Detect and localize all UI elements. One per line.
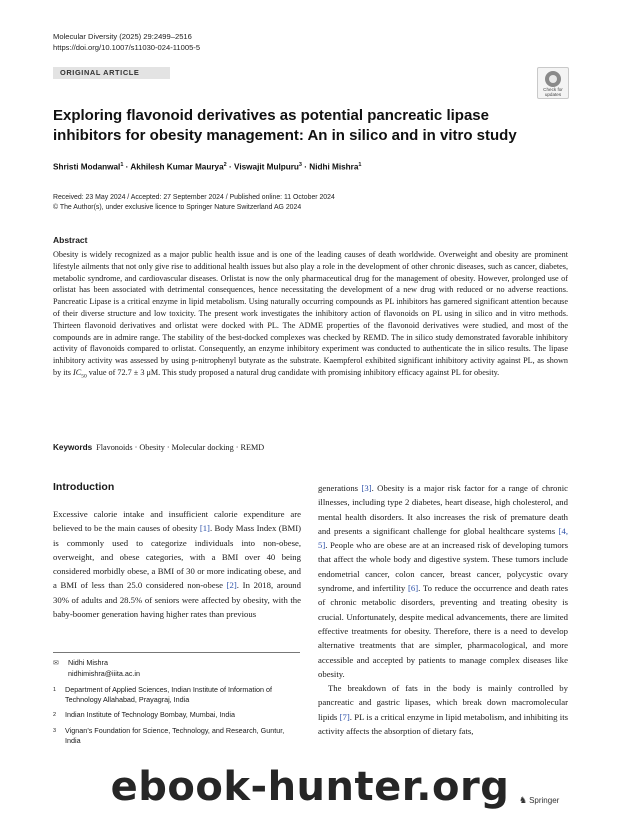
intro-text: Excessive calorie intake and insufficient calorie expenditure are believed to be the main causes of obesity [53,509,301,534]
check-updates-line2: updates [544,92,562,97]
author-name[interactable]: Shristi Modanwal [53,162,121,172]
citation-link[interactable]: [4, 5] [318,525,568,551]
affiliation-text: Department of Applied Sciences, Indian Institute of Information of Technology Allahabad, Prayagraj, India [65,685,272,704]
intro-paragraph [318,481,568,681]
affiliation-1 [53,685,300,705]
citation-link[interactable]: [1] [199,523,210,534]
author-affiliation-mark: 1 [358,162,362,168]
affiliation-text: Vignan’s Foundation for Science, Technology, and Research, Guntur, India [65,726,285,745]
author-affiliation-mark: 2 [223,162,227,168]
abstract-body: Obesity is widely recognized as a major public health issue and is one of the leading causes of death worldwide. Overweight and obesity are prominent lifestyle ailments that not only give rise to additional health issues but also play a role in the development of other chronic diseases, such as cancer, diabetes, metabolic syndrome, and cardiovascular diseases. Orlistat is now the only pharmaceutical drug for the management of obesity. However, prolonged use of orlistat has been associated with detrimental consequences, hence necessitating the development of a new drug with reduced or no adverse reactions. Pancreatic Lipase is a critical enzyme in lipid metabolism. Using naturally occurring compounds as PL inhibitors has garnered significant attention because of their diverse structure and low toxicity. The present work investigates the inhibitory action of flavonoids on PL using in silico and in vitro methods. Thirteen flavonoid derivatives and orlistat were docked with PL. The ADME properties of the flavonoid derivatives were studied, and most of the compounds are in admire range. The stability of the best-docked complexes was checked by REMD. The in silico study demonstrated favorable inhibitory activity of flavonoids compared to orlistat. Consequently, an enzyme inhibitory experiment was conducted to authenticate the in silico results. The lipase inhibitory activity was assessed by using p-nitrophenyl butyrate as the substrate. Kaempferol exhibited significant inhibitory activity against PL, as shown by its [53,250,568,377]
intro-text: . PL is a critical enzyme in lipid metabolism, and inhibiting its activity affects the absorption of dietary fats, [318,711,569,737]
abstract-text [53,249,568,383]
received-dates: Received: 23 May 2024 / Accepted: 27 September 2024 / Published online: 11 October 2024 [53,194,335,201]
intro-paragraph [318,681,568,738]
affiliation-text: Indian Institute of Technology Bombay, Mumbai, India [65,710,235,719]
citation-link[interactable]: [7] [339,711,350,722]
intro-column-left [53,507,301,621]
journal-doi[interactable]: https://doi.org/10.1007/s11030-024-11005-5 [53,42,201,52]
intro-column-right [318,481,568,738]
intro-text: . In 2018, around 30% of adults and 28.5% of seniors were affected by obesity, with the baby-boomer generation having higher rates than previous [53,580,301,620]
check-for-updates-badge[interactable] [537,67,569,99]
intro-text: . Body Mass Index (BMI) is commonly used to categorize individuals into non-obese, overweight, and obese categories, with a BMI over 40 being considered morbidly obese, a BMI of 30 or more indicating obese, and a BMI of less than 25.0 considered non-obese [53,523,301,591]
springer-horse-icon: ♞ [519,795,528,805]
ic-label: IC [73,367,82,377]
citation-link[interactable]: [3] [361,483,372,493]
journal-header [53,32,200,53]
publisher-name: Springer [529,796,560,805]
footnote-divider [53,652,300,653]
author-list: Shristi Modanwal$^1$ · Akhilesh Kumar Maurya$^2$ · Viswajit Mulpuru$^3$ · Nidhi Mishra$^1$ [53,162,362,172]
author-affiliation-mark: 3 [298,162,302,168]
author-name[interactable]: Akhilesh Kumar Maurya [130,162,224,172]
keywords [53,443,568,452]
correspondence-name: Nidhi Mishra [68,658,108,667]
author-name[interactable]: Viswajit Mulpuru [234,162,299,172]
check-updates-icon [545,71,561,87]
intro-text: . Obesity is a major risk factor for a range of chronic illnesses, including type 2 diabetes, heart disease, high cholesterol, and mental health disorders. It also increases the risk of premature death and presents a significant challenge for global healthcare systems [318,483,568,536]
journal-citation: Molecular Diversity (2025) 29:2499–2516 [53,32,192,41]
publication-dates [53,193,573,213]
watermark: ebook-hunter.org [110,764,510,810]
affiliation-number: 3 [53,728,57,734]
keywords-label: Keywords [53,443,93,452]
envelope-icon: ✉ [53,660,59,667]
affiliation-2 [53,710,300,720]
copyright-line: © The Author(s), under exclusive licence to Springer Nature Switzerland AG 2024 [53,204,302,211]
intro-text: generations [318,483,362,493]
correspondence-email[interactable]: nidhimishra@iiita.ac.in [68,669,141,678]
intro-text: . To reduce the occurrence and death rates of chronic metabolic disorders, preventing and treating obesity is crucial. Unfortunately, despite medical advancements, there are limited effective treatments for obesity. Therefore, there is a need to develop alternative treatments that are simpler, pharmacological, and more accessible and accepted by patients to manage complex diseases like obesity. [318,583,568,679]
check-updates-line1: Check for [543,87,563,92]
correspondence [53,658,300,679]
abstract-body-end: value of 72.7 ± 3 μM. This study proposed a natural drug candidate with promising inhibitory efficacy against PL for obesity. [86,367,500,377]
keywords-list: Flavonoids · Obesity · Molecular docking · REMD [96,443,265,452]
ic-subscript: 50 [81,373,87,380]
author-name[interactable]: Nidhi Mishra [309,162,359,172]
abstract-heading: Abstract [53,235,88,245]
article-type-label: ORIGINAL ARTICLE [53,67,170,79]
intro-text: The breakdown of fats in the body is mainly controlled by pancreatic and gastric lipases, which break down macromolecular lipids [318,683,568,722]
article-title: Exploring flavonoid derivatives as potential pancreatic lipase inhibitors for obesity management: An in silico and in vitro study [53,107,517,144]
affiliation-number: 2 [53,712,57,718]
introduction-heading: Introduction [53,481,115,493]
affiliation-number: 1 [53,687,57,693]
citation-link[interactable]: [2] [226,580,237,591]
citation-link[interactable]: [6] [408,583,419,594]
intro-text: . People who are obese are at an increased risk of developing tumors that affect the whole body and digestive system. These tumors include endometrial cancer, colon cancer, breast cancer, polycystic ovary syndrome, and infertility [318,540,568,594]
affiliation-3 [53,726,300,746]
author-affiliation-mark: 1 [120,162,124,168]
